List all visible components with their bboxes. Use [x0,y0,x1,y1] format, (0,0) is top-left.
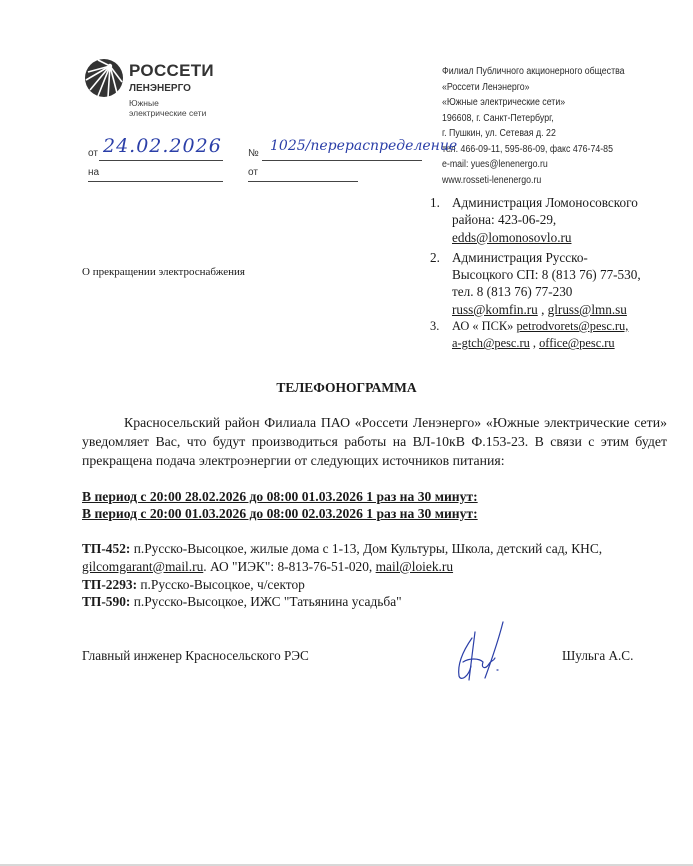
recipient-email-link[interactable]: office@pesc.ru [539,336,615,351]
substation-name: ТП-452: [82,541,131,556]
outage-period: В период с 20:00 01.03.2026 до 08:00 02.03.2026 1 раз на 30 минут: [82,505,478,521]
number-line [262,160,422,161]
recipient-line: Администрация Ломоносовского [452,195,638,210]
recipient-line: Администрация Русско- [452,249,588,265]
substations-list [82,540,672,611]
to-label: на [88,167,100,178]
recipient-item: 3. АО « ПСК» petrodvorets@pesc.ru, a-gtch@pesc.ru , office@pesc.ru [430,319,629,351]
substation-email-link[interactable]: mail@loiek.ru [375,558,454,574]
from-label: от [88,148,98,159]
company-line: «Россети Ленэнерго» [442,81,530,93]
number-handwritten: 1025/перераспределение [270,138,458,154]
recipients-list [430,194,641,353]
recipient-number: 1. [430,195,440,210]
signatory-name: Шульга А.С. [562,648,634,663]
substation-text: п.Русско-Высоцкое, ИЖС "Татьянина усадьба" [130,594,402,610]
company-line: 196608, г. Санкт-Петербург, [442,112,554,124]
to-line [88,181,223,182]
substation-name: ТП-2293: [82,576,138,592]
outage-periods [82,489,478,522]
to-from-line [248,181,358,182]
logo-brand: РОССЕТИ [129,61,214,80]
body-text: Красносельский район Филиала ПАО «Россети Ленэнерго» «Южные электрические сети» уведомляет Вас, что будут производиться работы на ВЛ-10кВ Ф.153-23. В связи с этим будет прекращена подача электроэнергии от следующих источников питания: [82,415,667,468]
company-email: e-mail: yues@lenenergo.ru [442,159,548,170]
recipient-email-link[interactable]: glruss@lmn.su [547,301,627,317]
to-from-label: от [248,167,258,178]
from-date-line [99,160,223,161]
recipient-email-link[interactable]: edds@lomonosovlo.ru [452,229,572,245]
company-website: www.rosseti-lenenergo.ru [442,174,542,186]
recipient-line: Высоцкого СП: 8 (813 76) 77-530, [452,267,641,283]
outage-period: В период с 20:00 28.02.2026 до 08:00 01.03.2026 1 раз на 30 минут: [82,489,478,504]
document-title: ТЕЛЕФОНОГРАММА [276,380,417,395]
substation-item [82,576,672,594]
substation-contact: . АО "ИЭК": 8-813-76-51-020, [203,558,376,574]
number-label: № [248,148,259,159]
logo-sub-brand: ЛЕНЭНЕРГО [129,83,191,94]
company-line: г. Пушкин, ул. Сетевая д. 22 [442,128,556,139]
substation-text: п.Русско-Высоцкое, ч/сектор [137,576,305,592]
from-date-handwritten: 24.02.2026 [103,135,222,157]
recipient-line: тел. 8 (813 76) 77-230 [452,284,573,300]
handwritten-signature-icon [445,618,515,688]
substation-item [82,540,672,576]
company-logo [84,58,214,118]
recipient-number: 2. [430,249,440,265]
recipient-item: 2. Администрация Русско- Высоцкого СП: 8 (813 76) 77-530, тел. 8 (813 76) 77-230 russ@komfin.ru , glruss@lmn.su [430,249,641,317]
signatory-position: Главный инженер Красносельского РЭС [82,648,309,663]
company-line: Филиал Публичного акционерного общества [442,66,625,77]
company-line: «Южные электрические сети» [442,97,566,108]
recipient-org: АО « ПСК» [452,319,517,334]
substation-text: п.Русско-Высоцкое, жилые дома с 1-13, Дом Культуры, Школа, детский сад, КНС, [130,541,603,556]
body-paragraph [82,413,667,470]
recipient-email-link[interactable]: a-gtch@pesc.ru [452,336,530,351]
recipient-email-link[interactable]: petrodvorets@pesc.ru, [516,319,629,334]
subject-line: О прекращении электроснабжения [82,266,245,278]
substation-item [82,593,672,611]
company-address-block [442,64,625,188]
recipient-number: 3. [430,319,440,334]
recipient-item [430,194,641,246]
rosseti-sphere-icon [84,58,124,98]
recipient-line: района: 423-06-29, [452,212,557,228]
logo-branch-line1: Южные [129,98,159,108]
substation-email-link[interactable]: gilcomgarant@mail.ru [82,558,204,574]
company-phone: тел. 466-09-11, 595-86-09, факс 476-74-85 [442,143,613,155]
substation-name: ТП-590: [82,594,131,610]
recipient-email-link[interactable]: russ@komfin.ru [452,301,538,317]
logo-branch-line2: электрические сети [129,108,207,118]
